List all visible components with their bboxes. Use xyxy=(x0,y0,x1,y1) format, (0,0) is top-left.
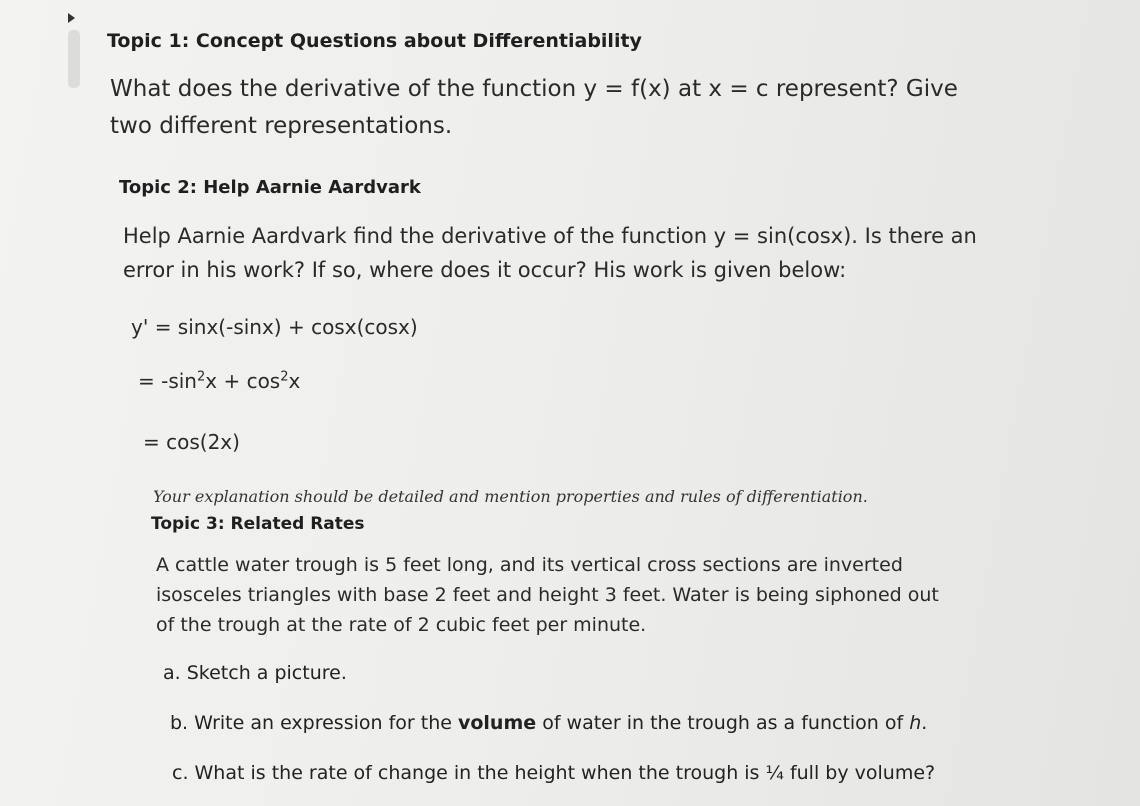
topic2-heading: Topic 2: Help Aarnie Aardvark xyxy=(119,177,421,198)
explanation-note: Your explanation should be detailed and mention properties and rules of differentiation. xyxy=(153,487,868,506)
collapse-arrow-icon[interactable] xyxy=(68,13,75,23)
topic2-question: Help Aarnie Aardvark find the derivative of the function y = sin(cosx). Is there an error in his work? If so, where does it occur? His work is given below: xyxy=(123,224,977,282)
topic1-heading: Topic 1: Concept Questions about Differentiability xyxy=(107,30,642,52)
part-a: a. Sketch a picture. xyxy=(163,662,347,684)
work-line-3: = cos(2x) xyxy=(143,430,240,454)
part-c: c. What is the rate of change in the height when the trough is ¼ full by volume? xyxy=(172,762,936,784)
part-b: b. Write an expression for the volume of water in the trough as a function of h. xyxy=(170,712,928,734)
work-line-1: y' = sinx(-sinx) + cosx(cosx) xyxy=(131,315,418,339)
topic3-heading: Topic 3: Related Rates xyxy=(151,514,365,534)
topic1-question: What does the derivative of the function y = f(x) at x = c represent? Give two different representations. xyxy=(110,76,958,139)
topic3-problem: A cattle water trough is 5 feet long, and its vertical cross sections are inverted isosceles triangles with base 2 feet and height 3 feet. Water is being siphoned out of the trough at the rate of 2 cubic feet per minute. xyxy=(156,554,939,636)
side-scroll-handle[interactable] xyxy=(68,30,80,88)
work-line-2: = $-\sin^2x + \cos^2x$ xyxy=(138,369,301,393)
